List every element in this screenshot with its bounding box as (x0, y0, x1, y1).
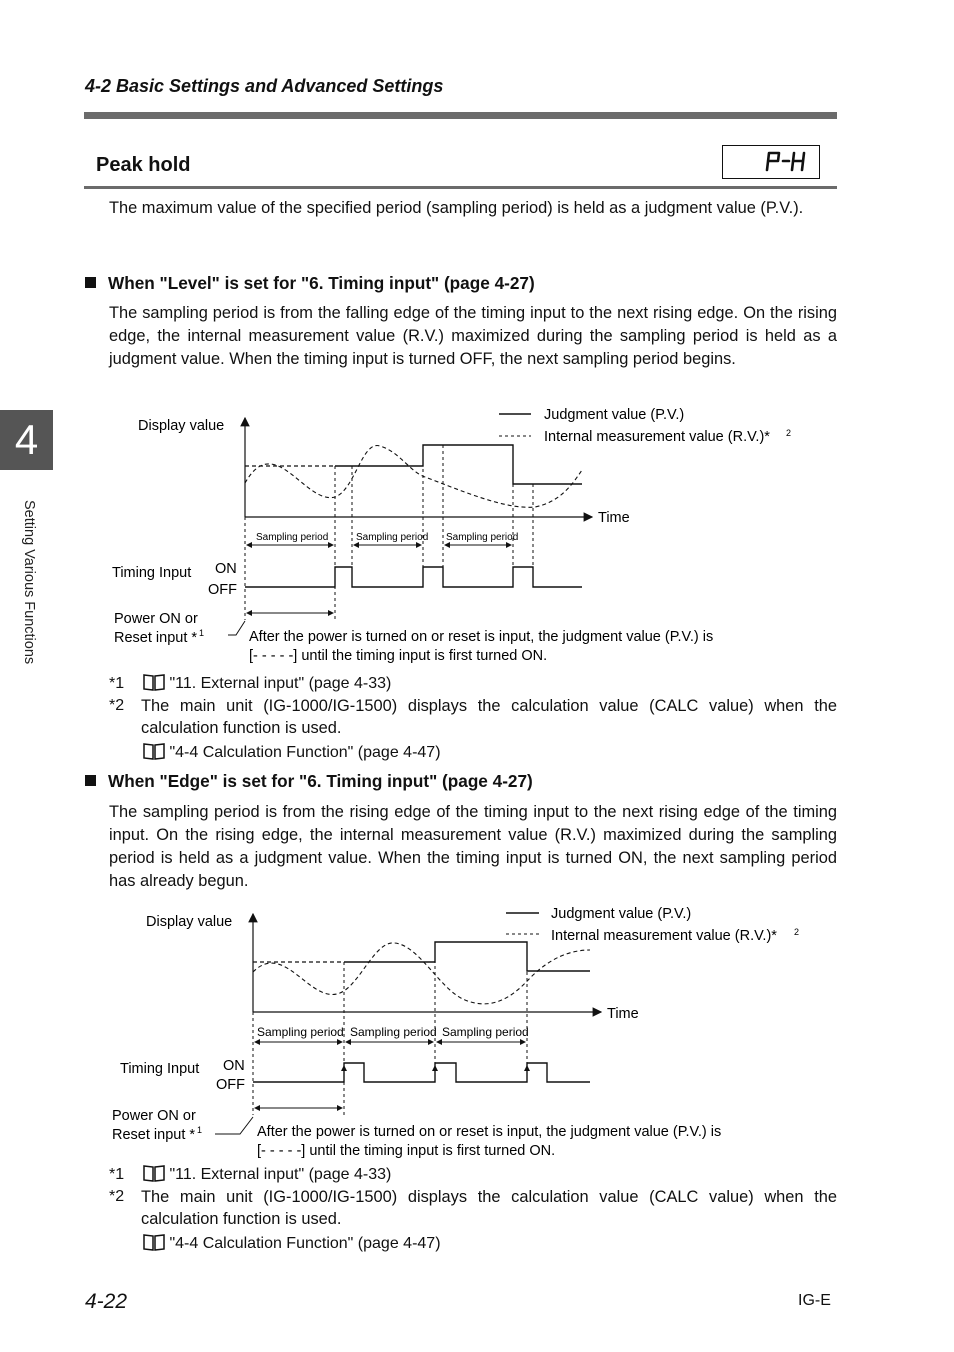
legend-rv-sup: 2 (794, 927, 800, 937)
note-1: *1 (109, 675, 125, 692)
power-on-label-2: Reset input * (114, 630, 198, 646)
legend-rv: Internal measurement value (R.V.)* (551, 928, 777, 944)
note-1-ref[interactable]: "11. External input" (page 4-33) (143, 673, 391, 695)
pv-line (344, 942, 590, 971)
power-on-sup: 1 (199, 628, 205, 638)
note-2-mark: *2 (109, 1188, 125, 1205)
power-on-sup: 1 (197, 1125, 203, 1135)
legend-rv: Internal measurement value (R.V.)* (544, 429, 770, 445)
power-on-label-2: Reset input * (112, 1127, 196, 1143)
timing-input-label: Timing Input (120, 1061, 200, 1077)
timing-input-label: Timing Input (112, 565, 192, 581)
sampling-period-2: Sampling period (350, 1025, 437, 1039)
display-value-label: Display value (138, 418, 225, 434)
edge-body: The sampling period is from the rising edge of the timing input to the next rising edge of the timing input. On the rising edge, the internal measurement value (R.V.) maximized during the sampling period is held as a judgment value. When the timing input is turned ON, the next sampling period has already begun. (109, 803, 837, 890)
book-reference-icon (143, 1233, 165, 1251)
bullet-square-icon (85, 775, 96, 786)
power-on-leader (228, 621, 245, 635)
rv-curve (245, 446, 582, 508)
bullet-square-icon (85, 277, 96, 288)
note-2-mark: *2 (109, 697, 125, 714)
level-body: The sampling period is from the falling edge of the timing input to the next rising edge. On the rising edge, the internal measurement value (R.V.) maximized during the sampling period is held as a judgment value. When the timing input is turned OFF, the next sampling period begins. (109, 304, 837, 368)
level-timing-diagram (0, 400, 954, 670)
pv-line (335, 445, 582, 484)
note-2-ref[interactable]: "4-4 Calculation Function" (page 4-47) (143, 742, 441, 764)
rising-edge-arrows (344, 1066, 527, 1078)
sampling-period-3: Sampling period (442, 1025, 529, 1039)
after-power-1: After the power is turned on or reset is input, the judgment value (P.V.) is (257, 1124, 722, 1140)
timing-waveform (253, 1063, 590, 1082)
after-power-1: After the power is turned on or reset is input, the judgment value (P.V.) is (249, 629, 714, 645)
power-on-label-1: Power ON or (112, 1108, 196, 1124)
legend-rv-sup: 2 (786, 428, 792, 438)
after-power-2: [- - - - -] until the timing input is first turned ON. (257, 1143, 556, 1159)
chapter-side-label: Setting Various Functions (21, 500, 37, 665)
off-label: OFF (208, 582, 237, 598)
on-label: ON (223, 1058, 245, 1074)
edge-heading-text: When "Edge" is set for "6. Timing input" (page 4-27) (108, 771, 533, 791)
level-heading-text: When "Level" is set for "6. Timing input" (page 4-27) (108, 273, 535, 293)
sampling-period-3: Sampling period (446, 532, 519, 543)
sampling-period-1: Sampling period (257, 1025, 344, 1039)
chapter-tab: 4 (0, 410, 53, 470)
note-1-ref[interactable]: "11. External input" (page 4-33) (143, 1164, 391, 1186)
time-label: Time (607, 1006, 639, 1022)
book-reference-icon (143, 742, 165, 760)
intro-text: The maximum value of the specified period (sampling period) is held as a judgment value (P.V.). (109, 199, 804, 217)
edge-timing-diagram (0, 900, 954, 1165)
display-value-label: Display value (146, 914, 233, 930)
sampling-period-2: Sampling period (356, 532, 429, 543)
after-power-2: [- - - - -] until the timing input is first turned ON. (249, 648, 548, 664)
edge-heading (85, 771, 533, 792)
power-on-label-1: Power ON or (114, 611, 198, 627)
page-number: 4-22 (85, 1290, 128, 1313)
lcd-p-h-icon (723, 146, 818, 177)
note-1-mark: *1 (109, 1166, 125, 1183)
note-2-text: The main unit (IG-1000/IG-1500) displays the calculation value (CALC value) when the calculation function is used. (141, 1188, 837, 1228)
level-heading (85, 273, 535, 294)
legend-pv: Judgment value (P.V.) (544, 407, 685, 423)
header-rule (84, 112, 837, 119)
rv-curve (253, 943, 590, 1004)
title-rule (84, 186, 837, 189)
book-reference-icon (143, 1164, 165, 1182)
legend-pv: Judgment value (P.V.) (551, 906, 692, 922)
section-header: 4-2 Basic Settings and Advanced Settings (85, 76, 444, 96)
power-on-leader (215, 1117, 253, 1134)
off-label: OFF (216, 1077, 245, 1093)
note-2-text: The main unit (IG-1000/IG-1500) displays the calculation value (CALC value) when the calculation function is used. (141, 697, 837, 737)
lcd-display-box (722, 145, 820, 179)
time-label: Time (598, 510, 630, 526)
book-reference-icon (143, 673, 165, 691)
timing-waveform (245, 567, 582, 587)
note-2-ref[interactable]: "4-4 Calculation Function" (page 4-47) (143, 1233, 441, 1255)
on-label: ON (215, 561, 237, 577)
sampling-period-1: Sampling period (256, 532, 329, 543)
doc-code: IG-E (798, 1292, 831, 1309)
page-title: Peak hold (96, 154, 191, 176)
